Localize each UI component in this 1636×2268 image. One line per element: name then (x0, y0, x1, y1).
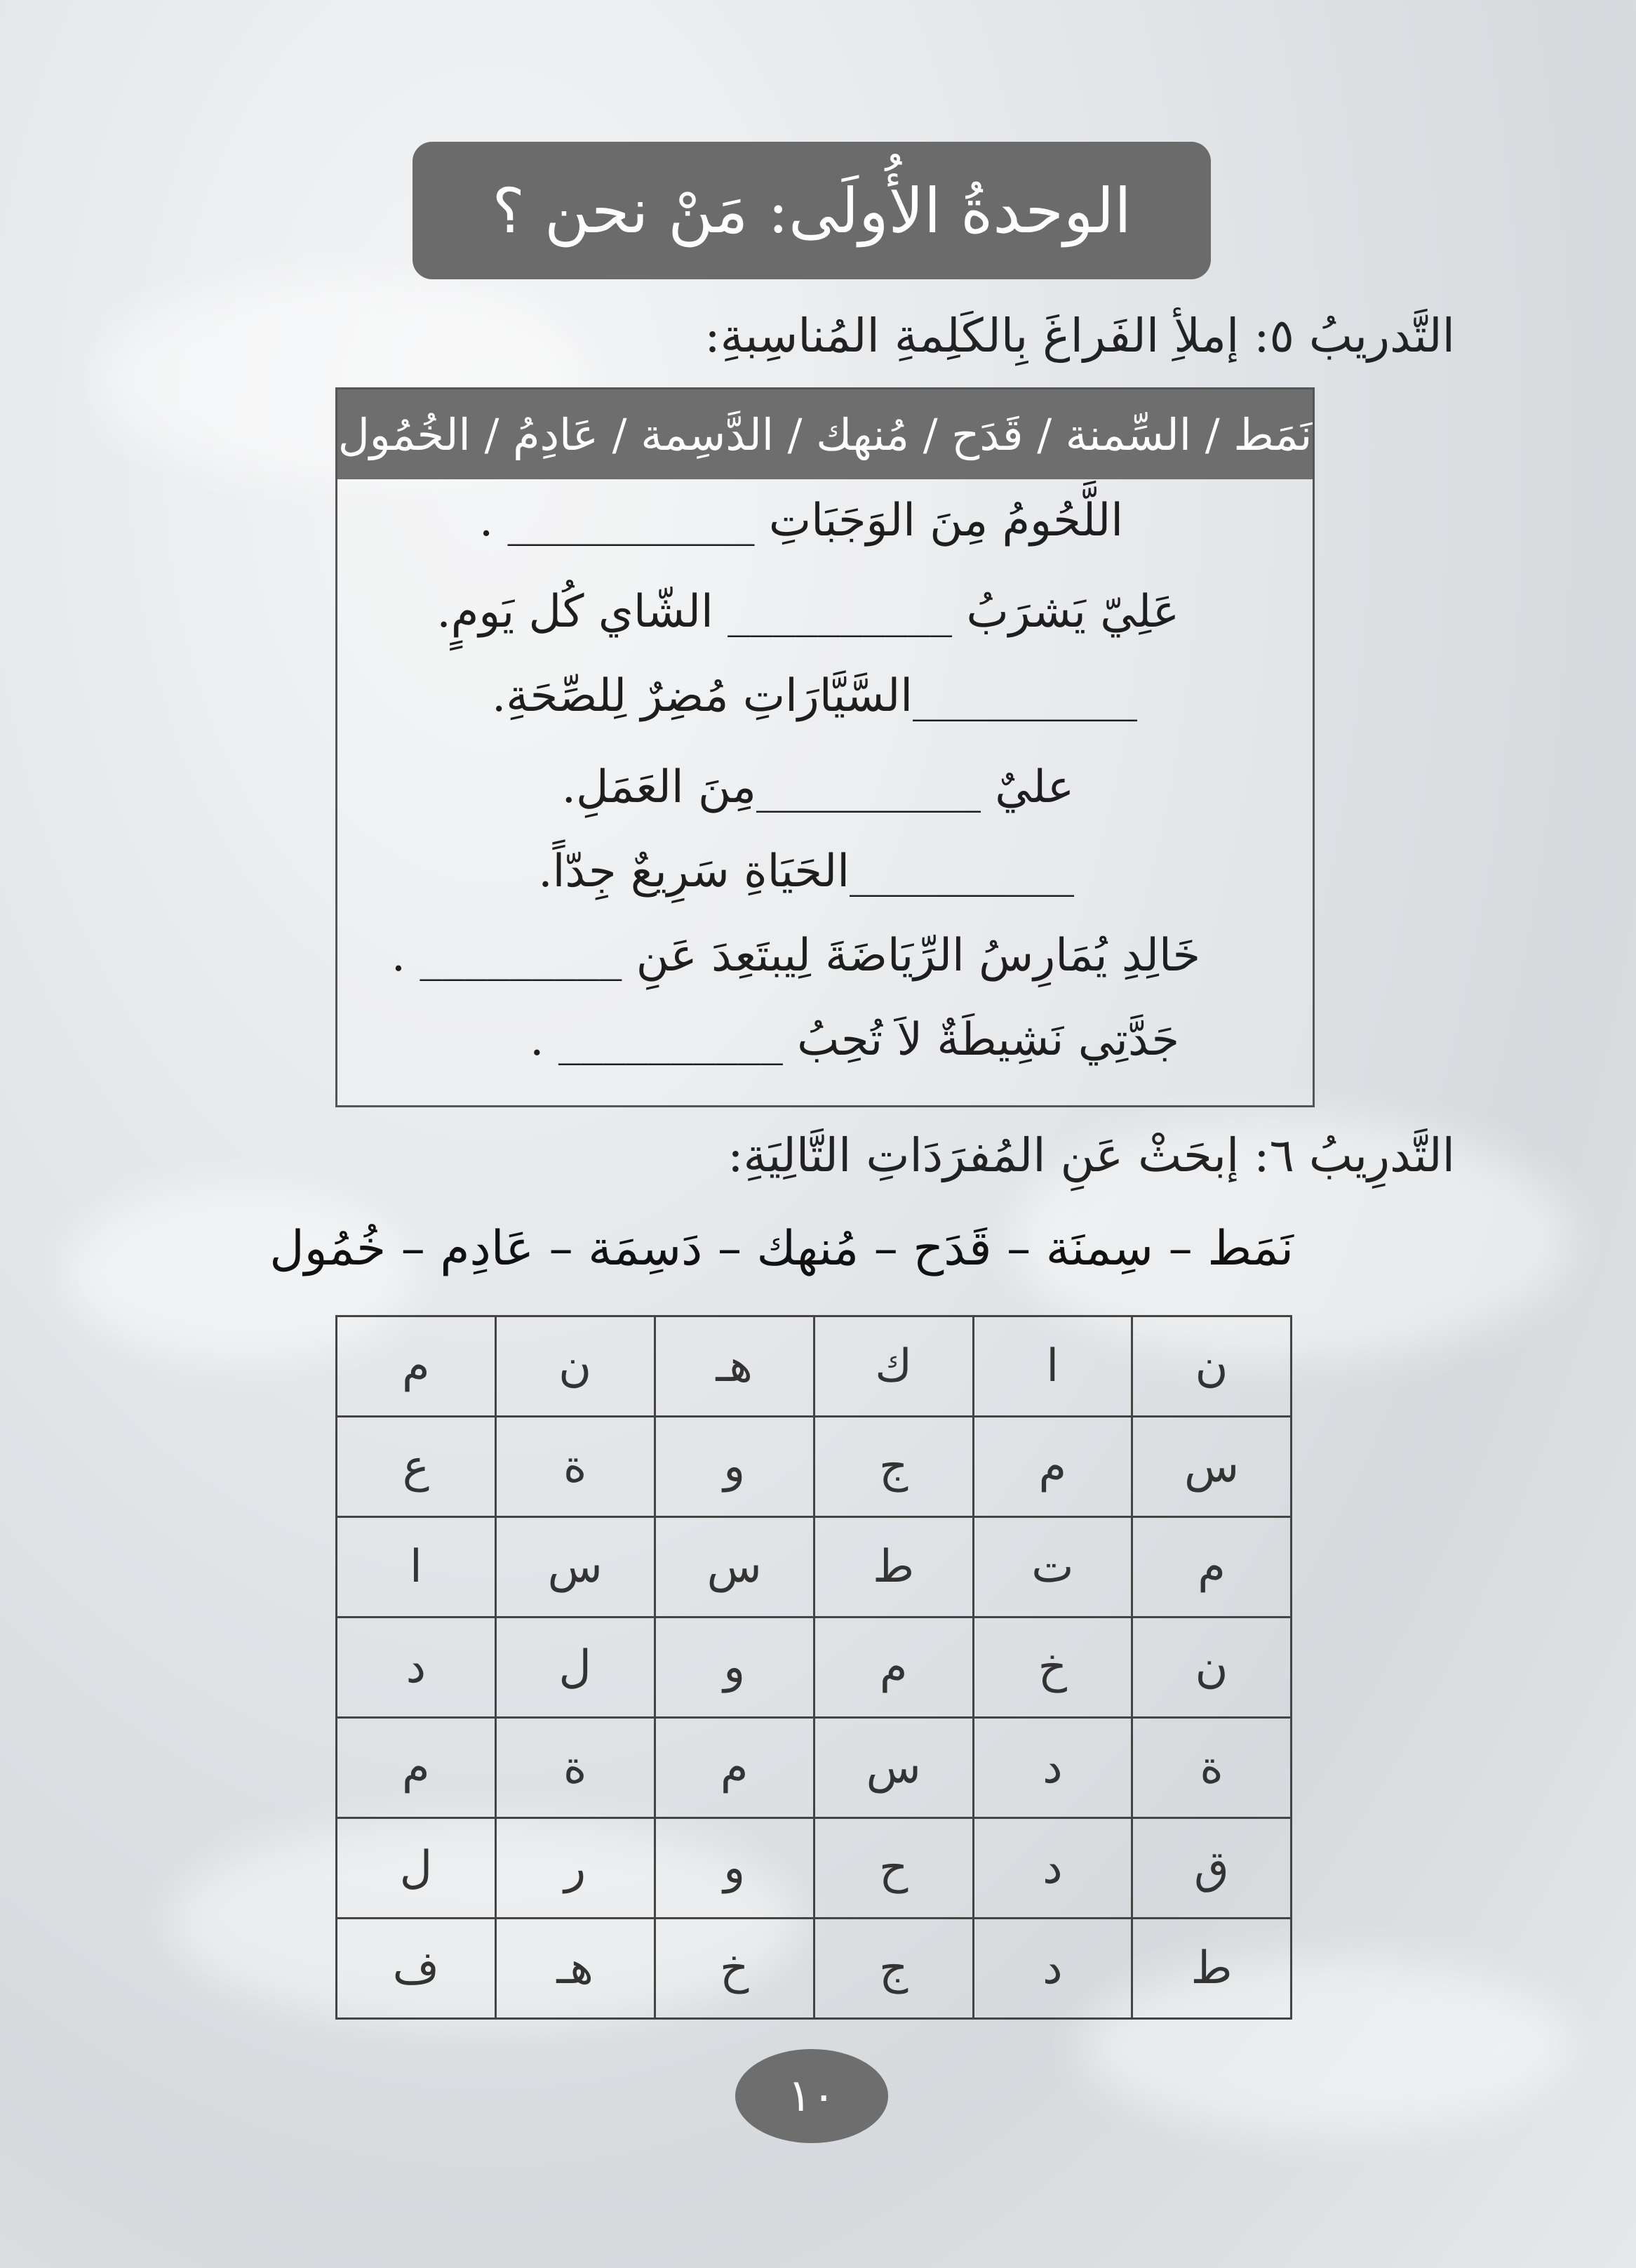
grid-cell: ت (973, 1517, 1132, 1617)
grid-cell: ق (1132, 1818, 1292, 1919)
grid-cell: ج (814, 1417, 973, 1517)
sentence-4: عليٌ __________مِنَ العَمَلِ. (561, 761, 1074, 813)
grid-cell: م (1132, 1517, 1292, 1617)
grid-cell: ة (495, 1417, 655, 1517)
unit-title-banner (413, 142, 1211, 279)
grid-cell: س (814, 1718, 973, 1818)
word-search-grid (335, 1315, 1292, 2020)
sentence-7: جَدَّتِي نَشِيطَةٌ لاَ تُحِبُ __________ . (530, 1014, 1179, 1066)
grid-cell: ة (495, 1718, 655, 1818)
grid-cell: ط (1132, 1919, 1292, 2019)
grid-cell: و (655, 1417, 814, 1517)
grid-cell: ا (973, 1316, 1132, 1417)
sentence-5: __________الحَيَاةِ سَرِيعٌ جِدّاً. (538, 846, 1074, 898)
page-number-badge (735, 2049, 888, 2143)
grid-cell: ن (1132, 1617, 1292, 1718)
grid-cell: م (814, 1617, 973, 1718)
grid-cell: ر (495, 1818, 655, 1919)
grid-cell: م (337, 1316, 496, 1417)
grid-row (337, 1919, 1292, 2019)
grid-cell: خ (973, 1617, 1132, 1718)
grid-cell: م (973, 1417, 1132, 1517)
grid-cell: و (655, 1818, 814, 1919)
grid-cell: ف (337, 1919, 496, 2019)
grid-cell: ك (814, 1316, 973, 1417)
sentence-3: __________السَّيَّارَاتِ مُضِرٌ لِلصِّحَةِ. (491, 670, 1137, 722)
grid-cell: د (973, 1718, 1132, 1818)
grid-cell: خ (655, 1919, 814, 2019)
unit-title: الوحدةُ الأُولَى: مَنْ نحن ؟ (492, 174, 1132, 247)
word-bank (337, 389, 1313, 479)
grid-cell: س (1132, 1417, 1292, 1517)
grid-cell: س (655, 1517, 814, 1617)
grid-cell: ط (814, 1517, 973, 1617)
sentence-6: خَالِدِ يُمَارِسُ الرِّيَاضَةَ لِيبتَعِدَ عَنِ _________ . (391, 930, 1200, 982)
exercise5-heading: التَّدريبُ ٥: إملأِ الفَراغَ بِالكَلِمةِ المُناسِبةِ: (704, 309, 1455, 363)
grid-cell: س (495, 1517, 655, 1617)
grid-cell: هـ (495, 1919, 655, 2019)
grid-cell: ل (495, 1617, 655, 1718)
grid-cell: ل (337, 1818, 496, 1919)
grid-cell: ا (337, 1517, 496, 1617)
grid-cell: م (337, 1718, 496, 1818)
grid-cell: ح (814, 1818, 973, 1919)
exercise6-heading: التَّدرِيبُ ٦: إبحَثْ عَنِ المُفرَدَاتِ التَّالِيَةِ: (728, 1128, 1455, 1182)
grid-cell: هـ (655, 1316, 814, 1417)
page-number: ١٠ (787, 2070, 836, 2122)
grid-cell: م (655, 1718, 814, 1818)
grid-cell: ن (495, 1316, 655, 1417)
grid-cell: د (973, 1919, 1132, 2019)
exercise6-word-list: نَمَط – سِمنَة – قَدَح – مُنهك – دَسِمَة – عَادِم – خُمُول (269, 1221, 1294, 1276)
exercise5-box (335, 387, 1315, 1107)
grid-cell: ن (1132, 1316, 1292, 1417)
sentence-1: اللَّحُومُ مِنَ الوَجَبَاتِ ___________ . (478, 495, 1123, 547)
grid-row (337, 1417, 1292, 1517)
grid-cell: ع (337, 1417, 496, 1517)
word-bank-text: نَمَط / السِّمنة / قَدَح / مُنهك / الدَّسِمة / عَادِمُ / الخُمُول (337, 408, 1313, 460)
grid-cell: ج (814, 1919, 973, 2019)
grid-row (337, 1517, 1292, 1617)
sentence-2: عَلِيّ يَشرَبُ __________ الشّاي كُل يَومٍ. (436, 586, 1179, 638)
grid-cell: د (337, 1617, 496, 1718)
grid-cell: د (973, 1818, 1132, 1919)
grid-row (337, 1316, 1292, 1417)
grid-row (337, 1818, 1292, 1919)
grid-cell: ة (1132, 1718, 1292, 1818)
grid-row (337, 1617, 1292, 1718)
grid-cell: و (655, 1617, 814, 1718)
grid-row (337, 1718, 1292, 1818)
